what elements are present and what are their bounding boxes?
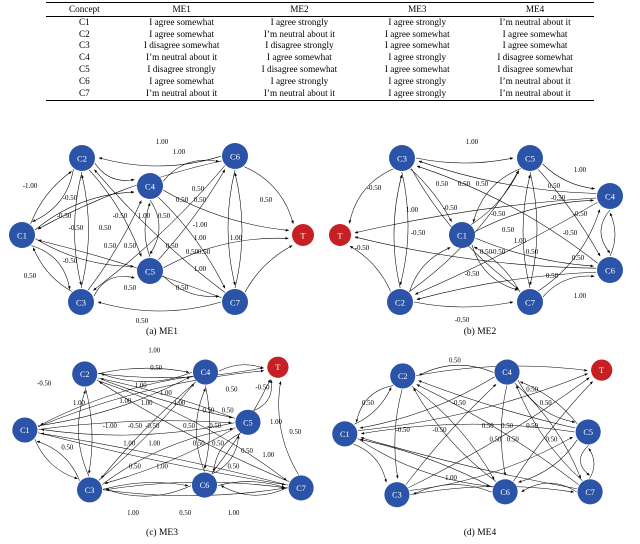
figure-caption-a: (a) ME1 — [146, 327, 178, 337]
graph-edge — [610, 213, 615, 256]
graph-edge — [228, 170, 235, 285]
graph-node-c5[interactable] — [517, 145, 543, 171]
edge-weight-label: 0.50 — [221, 407, 234, 415]
edge-weight-label: 0.50 — [175, 196, 189, 204]
column-header-concept: Concept — [46, 3, 123, 17]
graph-node-c6[interactable] — [597, 257, 623, 283]
table-row — [46, 16, 594, 28]
graph-edge — [416, 158, 513, 163]
graph-node-c2[interactable] — [387, 289, 413, 315]
edge-weight-label: -0.50 — [432, 426, 447, 434]
graph-node-label: T — [300, 230, 306, 241]
edge-weight-label: 1.00 — [172, 148, 186, 156]
edge-weight-label: -0.50 — [37, 380, 52, 388]
edge-weight-label: -0.50 — [562, 229, 578, 237]
cell-concept: C4 — [78, 52, 90, 63]
edge-weight-label: -0.50 — [56, 212, 72, 220]
graph-node-c6[interactable] — [493, 479, 518, 504]
edge-weight-label: 0.50 — [448, 357, 461, 365]
cell-concept: C6 — [78, 75, 90, 86]
cell-me2: I agree somewhat — [267, 52, 332, 63]
graph-node-c5[interactable] — [576, 419, 601, 444]
graph-edge — [515, 383, 581, 478]
edge-weight-label: 1.00 — [193, 234, 207, 242]
graph-edge — [31, 246, 70, 290]
edge-weight-label: 0.50 — [135, 317, 149, 325]
graph-edge — [354, 444, 387, 482]
edge-weight-label: 0.50 — [61, 444, 74, 452]
figure-caption-d: (d) ME4 — [463, 528, 497, 538]
edge-weight-label: 1.00 — [137, 212, 151, 220]
graph-node-c4[interactable] — [193, 359, 218, 384]
graph-edge — [150, 200, 159, 254]
graph-node-label: C2 — [397, 371, 408, 381]
edge-weight-label: 0.50 — [545, 436, 558, 444]
edge-weight-label: 0.50 — [123, 242, 137, 250]
fcm-graph-a — [4, 130, 320, 335]
graph-edge — [98, 368, 189, 374]
edge-weight-label: -0.50 — [550, 194, 566, 202]
cell-me1: I’m neutral about it — [146, 52, 218, 63]
graph-edge — [523, 175, 530, 288]
edge-weight-label: 0.50 — [259, 196, 273, 204]
cell-me2: I agree strongly — [270, 16, 329, 27]
edge-weight-label: 1.00 — [465, 138, 479, 146]
graph-edge — [394, 175, 402, 288]
edge-weight-label: 0.50 — [192, 440, 205, 448]
cell-me3: I agree somewhat — [384, 64, 450, 75]
edge-weight-label: 1.00 — [262, 452, 275, 460]
graph-edge — [40, 376, 192, 425]
graph-panel-me3 — [4, 345, 320, 543]
edge-weight-label: 0.50 — [185, 248, 199, 256]
graph-node-label: C2 — [395, 297, 405, 308]
graph-edge — [349, 169, 393, 223]
table-row — [46, 40, 594, 52]
edge-weight-label: -0.50 — [354, 244, 370, 252]
graph-node-c7[interactable] — [517, 289, 543, 315]
edge-group — [354, 365, 594, 494]
edge-weight-label: 0.50 — [150, 365, 163, 373]
graph-node-c6[interactable] — [222, 143, 248, 169]
cell-me4: I’m neutral about it — [499, 75, 571, 86]
column-header-me1: ME1 — [123, 3, 241, 17]
graph-node-label: C1 — [339, 429, 350, 439]
graph-node-label: C7 — [585, 487, 595, 497]
edge-weight-label: 1.00 — [119, 397, 132, 405]
edge-weight-label: 0.50 — [193, 196, 207, 204]
graph-panel-me2 — [322, 130, 638, 335]
cell-me3: I agree strongly — [388, 16, 447, 27]
edge-weight-label: -0.50 — [451, 399, 466, 407]
edge-weight-label: -0.50 — [127, 423, 142, 431]
graph-node-c1[interactable] — [9, 222, 35, 248]
edge-weight-label: 1.00 — [513, 237, 527, 245]
table-body — [46, 16, 594, 100]
graph-edge — [33, 248, 72, 292]
cell-concept: C3 — [78, 40, 90, 51]
edge-weight-label: 0.50 — [23, 272, 37, 280]
graph-edge — [410, 486, 573, 494]
graph-edge — [410, 247, 451, 291]
edge-weight-label: 1.00 — [148, 440, 161, 448]
graph-edge — [99, 156, 221, 166]
graph-node-label: C4 — [200, 368, 211, 378]
graph-node-label: C4 — [502, 368, 512, 378]
edge-weight-label: 0.50 — [539, 399, 552, 407]
edge-weight-label: -0.50 — [490, 248, 506, 256]
cell-me3: I agree strongly — [388, 52, 447, 63]
edge-weight-label: 1.00 — [573, 292, 587, 300]
edge-weight-label: 0.50 — [197, 248, 211, 256]
fcm-graph-b — [322, 130, 638, 335]
graph-edge — [350, 246, 391, 291]
column-header-me4: ME4 — [476, 3, 594, 17]
graph-node-c4[interactable] — [137, 173, 163, 199]
table-row — [46, 52, 594, 64]
cell-me4: I agree somewhat — [502, 28, 568, 39]
edge-weight-label: 1.00 — [148, 347, 161, 355]
graph-node-c7[interactable] — [289, 475, 314, 500]
graph-node-t[interactable] — [329, 224, 351, 246]
graph-node-label: C5 — [583, 427, 593, 437]
fcm-graph-d — [322, 345, 638, 543]
graph-node-t[interactable] — [292, 224, 314, 246]
graph-edge — [414, 302, 513, 307]
graph-node-label: T — [337, 230, 343, 241]
edge-weight-label: 0.50 — [202, 407, 215, 415]
edge-weight-label: 0.50 — [435, 180, 449, 188]
graph-node-c2[interactable] — [390, 363, 415, 388]
edge-weight-label: 0.50 — [157, 212, 171, 220]
graph-edge — [589, 448, 594, 478]
edge-weight-label: 0.50 — [479, 248, 493, 256]
graph-node-c7[interactable] — [222, 289, 248, 315]
graph-edge — [413, 484, 491, 494]
cell-me3: I agree strongly — [388, 75, 447, 86]
edge-weight-label: 0.50 — [289, 428, 302, 436]
graph-node-c7[interactable] — [578, 479, 603, 504]
graph-node-label: C1 — [17, 230, 27, 241]
graph-node-label: C5 — [145, 266, 155, 277]
edge-weight-label: 0.50 — [362, 399, 374, 407]
graph-edge — [361, 424, 574, 434]
cell-me4: I disagree somewhat — [497, 52, 573, 63]
cell-me1: I disagree strongly — [147, 64, 216, 75]
edge-weight-label: -0.50 — [490, 210, 506, 218]
graph-edge — [522, 483, 577, 492]
edge-weight-label: 1.00 — [156, 463, 168, 471]
graph-edge — [417, 385, 579, 485]
graph-node-label: C7 — [296, 483, 306, 493]
graph-node-c1[interactable] — [12, 417, 37, 442]
edge-weight-label: -0.50 — [395, 426, 410, 434]
graph-edge — [400, 172, 408, 285]
graph-node-c3[interactable] — [389, 145, 415, 171]
edge-weight-label: 1.00 — [173, 399, 186, 407]
cell-me4: I disagree somewhat — [497, 64, 573, 75]
edge-weight-label: 0.50 — [175, 284, 189, 292]
graph-node-label: C3 — [76, 297, 86, 308]
graph-node-label: T — [599, 366, 605, 376]
cell-me2: I’m neutral about it — [263, 28, 336, 39]
graph-node-label: C1 — [20, 425, 30, 435]
edge-weight-label: 0.50 — [525, 248, 539, 256]
cell-concept: C2 — [78, 28, 90, 39]
graph-edge — [410, 437, 573, 490]
edge-weight-label: 0.50 — [547, 182, 561, 190]
edge-weight-label: -1.00 — [192, 221, 208, 229]
table-row — [46, 29, 594, 41]
edge-weight-label: 0.50 — [526, 423, 539, 431]
graph-edge — [219, 365, 263, 371]
edge-weight-label: 0.50 — [183, 423, 195, 431]
concept-table-container — [46, 2, 594, 101]
graph-node-label: C6 — [199, 481, 210, 491]
edge-weight-label: 0.50 — [227, 463, 240, 471]
cell-me1: I agree somewhat — [149, 28, 215, 39]
graph-node-label: C6 — [230, 151, 240, 162]
edge-weight-label: 0.50 — [457, 180, 471, 188]
cell-me2: I’m neutral about it — [241, 88, 359, 100]
cell-me3: I agree somewhat — [384, 40, 450, 51]
graph-edge — [38, 371, 264, 427]
graph-panel-me1 — [4, 130, 320, 335]
cell-concept: C7 — [46, 88, 123, 100]
graph-edge — [361, 438, 577, 489]
table-header-row — [46, 3, 594, 17]
graph-node-label: C4 — [145, 181, 155, 192]
edge-weight-label: 1.00 — [134, 382, 147, 390]
edge-weight-label: 1.00 — [270, 419, 282, 427]
graph-node-c3[interactable] — [384, 482, 409, 507]
graph-node-label: C7 — [230, 297, 240, 308]
edge-weight-label: -1.00 — [102, 423, 117, 431]
table-row — [46, 64, 594, 76]
cell-me1: I disagree somewhat — [143, 40, 220, 51]
edge-weight-label: -0.50 — [62, 257, 78, 265]
graph-node-c5[interactable] — [235, 410, 260, 435]
edge-weight-label: 0.50 — [571, 254, 585, 262]
cell-concept: C5 — [78, 64, 90, 75]
cell-me2: I agree strongly — [270, 75, 329, 86]
edge-weight-label: 0.50 — [212, 440, 224, 448]
figure-caption-b: (b) ME2 — [463, 327, 497, 337]
graph-node-c6[interactable] — [192, 472, 217, 497]
graph-node-label: C3 — [392, 490, 402, 500]
cell-me2: I disagree strongly — [265, 40, 334, 51]
edge-weight-label: 0.50 — [129, 463, 141, 471]
graph-node-label: C3 — [397, 153, 407, 164]
graph-edge — [196, 388, 205, 471]
edge-weight-label: 0.50 — [501, 423, 513, 431]
graph-node-t[interactable] — [591, 359, 612, 380]
edge-weight-label: -0.50 — [68, 224, 84, 232]
graph-edge — [601, 210, 610, 253]
cell-me4: I’m neutral about it — [499, 16, 571, 27]
graph-node-label: C6 — [500, 487, 510, 497]
graph-edge — [164, 238, 289, 268]
graph-node-c4[interactable] — [494, 359, 519, 384]
edge-weight-label: 1.00 — [159, 390, 172, 398]
graph-node-c5[interactable] — [137, 258, 163, 284]
cell-me3: I agree somewhat — [384, 28, 450, 39]
edge-weight-label: -0.50 — [255, 384, 270, 392]
cell-me1: I’m neutral about it — [123, 88, 241, 100]
graph-node-label: C4 — [605, 191, 615, 202]
edge-weight-label: -0.50 — [366, 184, 382, 192]
graph-edge — [245, 246, 292, 293]
graph-edge — [419, 365, 493, 375]
edge-weight-label: -1.00 — [22, 182, 38, 190]
edge-weight-label: 0.50 — [501, 226, 515, 234]
figure-caption-c: (c) ME3 — [146, 528, 178, 538]
edge-weight-label: 1.00 — [445, 475, 457, 483]
edge-weight-label: -0.50 — [207, 423, 222, 431]
edge-weight-label: 1.00 — [73, 399, 85, 407]
graph-edge — [580, 445, 589, 475]
edge-weight-label: 0.50 — [165, 242, 179, 250]
table-row — [46, 88, 594, 100]
graph-node-c2[interactable] — [69, 145, 95, 171]
edge-weight-label: 0.50 — [179, 509, 192, 517]
edge-weight-label: 1.00 — [127, 509, 139, 517]
table-row — [46, 76, 594, 88]
cell-concept: C1 — [78, 16, 90, 27]
edge-weight-label: -0.50 — [62, 194, 78, 202]
edge-weight-label: -0.50 — [145, 423, 160, 431]
edge-weight-label: -0.50 — [572, 210, 588, 218]
edge-weight-label: -0.50 — [410, 229, 426, 237]
graph-node-label: C5 — [243, 418, 253, 428]
edge-weight-label: 0.50 — [506, 436, 519, 444]
edge-weight-label: 0.50 — [225, 386, 238, 394]
edge-weight-label: 1.00 — [140, 399, 153, 407]
edge-weight-label: 1.00 — [155, 138, 169, 146]
edge-weight-label: -0.50 — [464, 270, 480, 278]
cell-me1: I agree somewhat — [149, 75, 215, 86]
edge-weight-label: 0.50 — [123, 284, 137, 292]
edge-weight-label: 1.00 — [229, 234, 243, 242]
graph-node-label: C6 — [605, 265, 615, 276]
cell-me3: I agree strongly — [358, 88, 476, 100]
graph-edge — [235, 173, 242, 288]
concept-table — [46, 2, 594, 101]
graph-edge — [99, 384, 194, 480]
edge-weight-label: 0.50 — [489, 436, 502, 444]
fcm-graph-c — [4, 345, 320, 543]
cell-me2: I disagree somewhat — [261, 64, 338, 75]
graph-node-label: C3 — [84, 485, 95, 495]
edge-weight-label: 1.00 — [405, 206, 419, 214]
table-head — [46, 3, 594, 17]
graph-panel-me4 — [322, 345, 638, 543]
graph-edge — [99, 382, 289, 482]
column-header-me3: ME3 — [358, 3, 476, 17]
edge-weight-label: -0.50 — [454, 316, 470, 324]
edge-weight-label: 1.00 — [573, 166, 587, 174]
edge-group — [31, 153, 294, 311]
graph-node-label: C2 — [77, 153, 87, 164]
edge-weight-label: -0.50 — [112, 212, 128, 220]
edge-weight-label: 1.00 — [193, 265, 207, 273]
edge-weight-label: 0.50 — [191, 185, 205, 193]
graph-node-c3[interactable] — [77, 477, 102, 502]
graph-node-c2[interactable] — [72, 361, 97, 386]
graph-node-c4[interactable] — [597, 183, 623, 209]
graph-edge — [501, 386, 507, 476]
column-header-me2: ME2 — [241, 3, 359, 17]
graph-node-c3[interactable] — [68, 289, 94, 315]
graph-edge — [85, 387, 92, 473]
edge-weight-label: 0.50 — [526, 386, 539, 394]
graph-edge — [38, 433, 285, 485]
graph-node-label: C2 — [79, 369, 90, 379]
cell-me4: I’m neutral about it — [476, 88, 594, 100]
graph-edge — [105, 428, 236, 484]
graph-node-label: C5 — [525, 153, 535, 164]
edge-weight-label: 0.50 — [103, 242, 117, 250]
graph-node-t[interactable] — [267, 357, 288, 378]
edge-weight-label: 0.50 — [241, 448, 253, 456]
cell-me1: I agree somewhat — [149, 16, 215, 27]
edge-weight-label: 1.00 — [227, 509, 240, 517]
edge-weight-label: 0.50 — [545, 272, 559, 280]
graph-node-label: T — [275, 363, 281, 373]
graph-node-label: C1 — [457, 230, 467, 241]
edge-weight-label: 0.50 — [475, 180, 489, 188]
edge-weight-label: 0.50 — [481, 423, 494, 431]
graph-edge — [95, 163, 134, 180]
graph-edge — [98, 302, 221, 311]
edge-weight-label: 1.00 — [123, 440, 136, 448]
graph-node-c1[interactable] — [332, 421, 357, 446]
graph-node-label: C7 — [525, 297, 535, 308]
cell-me4: I agree somewhat — [502, 40, 568, 51]
graph-edge — [101, 372, 192, 381]
edge-weight-label: -0.50 — [442, 204, 458, 212]
edge-weight-label: 0.50 — [98, 224, 112, 232]
graph-edge — [360, 439, 492, 487]
graph-node-c1[interactable] — [449, 222, 475, 248]
